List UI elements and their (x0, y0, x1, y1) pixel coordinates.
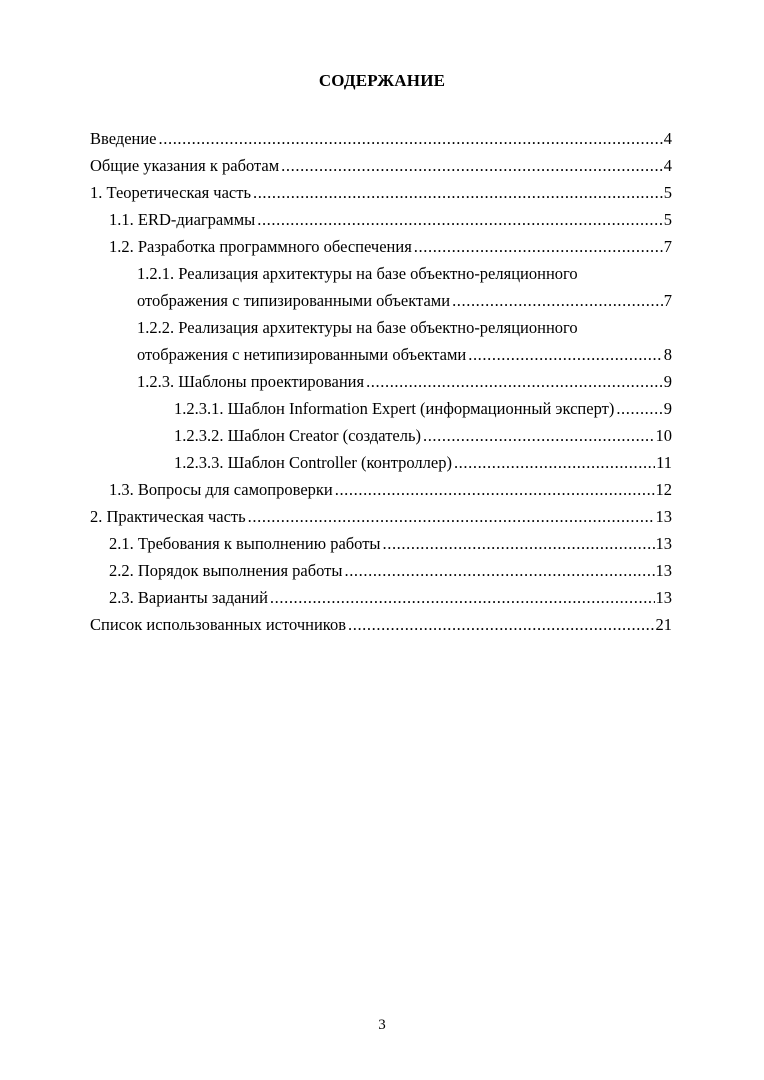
toc-entry-text-line1: 1.2.2. Реализация архитектуры на базе объектно-реляционного (137, 318, 578, 337)
toc-entry-text: Общие указания к работам (90, 156, 280, 175)
toc-entry-text: 2.1. Требования к выполнению работы (109, 534, 381, 553)
table-of-contents (90, 125, 672, 638)
toc-page-number: 4 (663, 129, 672, 148)
dot-leader (270, 584, 655, 611)
dot-leader (616, 395, 662, 422)
toc-page-number: 9 (663, 399, 672, 418)
dot-leader (344, 557, 654, 584)
toc-entry-text: 1.2.3. Шаблоны проектирования (137, 372, 365, 391)
toc-entry-section-1-2-3[interactable] (137, 368, 672, 395)
toc-entry-text: 1.2.3.3. Шаблон Controller (контроллер) (174, 453, 452, 472)
toc-page-number: 12 (655, 480, 672, 499)
toc-page-number: 9 (663, 372, 672, 391)
toc-entry-introduction[interactable] (90, 125, 672, 152)
toc-entry-text: отображения с типизированными объектами (137, 291, 451, 310)
toc-entry-references[interactable] (90, 611, 672, 638)
toc-entry-section-1-2[interactable] (109, 233, 672, 260)
dot-leader (348, 611, 655, 638)
dot-leader (335, 476, 655, 503)
toc-page-number: 21 (655, 615, 672, 634)
toc-entry-section-1-3[interactable] (109, 476, 672, 503)
toc-entry-text: отображения с нетипизированными объектами (137, 345, 467, 364)
toc-page-number: 13 (655, 534, 672, 553)
toc-entry-section-2-3[interactable] (109, 584, 672, 611)
toc-page-number: 13 (655, 588, 672, 607)
toc-title: СОДЕРЖАНИЕ (318, 71, 446, 90)
toc-entry-text: 2.2. Порядок выполнения работы (109, 561, 343, 580)
toc-entry-text: 2. Практическая часть (90, 507, 246, 526)
toc-entry-section-1-2-3-3[interactable] (174, 449, 672, 476)
toc-entry-section-1-2-2[interactable] (137, 314, 672, 368)
toc-entry-section-1-2-3-1[interactable] (174, 395, 672, 422)
toc-entry-section-1[interactable] (90, 179, 672, 206)
toc-entry-section-1-2-1[interactable] (137, 260, 672, 314)
toc-entry-text: 1.2.3.2. Шаблон Creator (создатель) (174, 426, 421, 445)
toc-entry-section-1-2-3-2[interactable] (174, 422, 672, 449)
toc-entry-text: 1. Теоретическая часть (90, 183, 251, 202)
toc-entry-text: 1.2. Разработка программного обеспечения (109, 237, 412, 256)
toc-page-number: 7 (663, 237, 672, 256)
toc-page-number: 11 (656, 453, 672, 472)
dot-leader (366, 368, 663, 395)
dot-leader (414, 233, 663, 260)
toc-page-number: 7 (663, 291, 672, 310)
toc-entry-section-2-1[interactable] (109, 530, 672, 557)
dot-leader (423, 422, 655, 449)
toc-entry-section-2-2[interactable] (109, 557, 672, 584)
dot-leader (383, 530, 655, 557)
dot-leader (281, 152, 663, 179)
toc-entry-text: 1.2.3.1. Шаблон Information Expert (информационный эксперт) (174, 399, 615, 418)
toc-entry-text-line1: 1.2.1. Реализация архитектуры на базе объектно-реляционного (137, 264, 578, 283)
toc-page-number: 5 (663, 183, 672, 202)
toc-entry-text: 2.3. Варианты заданий (109, 588, 268, 607)
dot-leader (257, 206, 663, 233)
page-number: 3 (378, 1017, 386, 1033)
toc-page-number: 10 (655, 426, 672, 445)
dot-leader (454, 449, 655, 476)
toc-entry-section-2[interactable] (90, 503, 672, 530)
toc-entry-general-instructions[interactable] (90, 152, 672, 179)
dot-leader (159, 125, 663, 152)
toc-entry-text: Введение (90, 129, 157, 148)
dot-leader (468, 341, 663, 368)
toc-page-number: 13 (655, 561, 672, 580)
dot-leader (253, 179, 663, 206)
toc-entry-text: 1.3. Вопросы для самопроверки (109, 480, 333, 499)
dot-leader (248, 503, 655, 530)
toc-page-number: 4 (663, 156, 672, 175)
toc-entry-text: 1.1. ERD-диаграммы (109, 210, 256, 229)
toc-entry-section-1-1[interactable] (109, 206, 672, 233)
dot-leader (452, 287, 663, 314)
toc-entry-text: Список использованных источников (90, 615, 346, 634)
toc-page-number: 13 (655, 507, 672, 526)
toc-page-number: 8 (663, 345, 672, 364)
toc-page-number: 5 (663, 210, 672, 229)
